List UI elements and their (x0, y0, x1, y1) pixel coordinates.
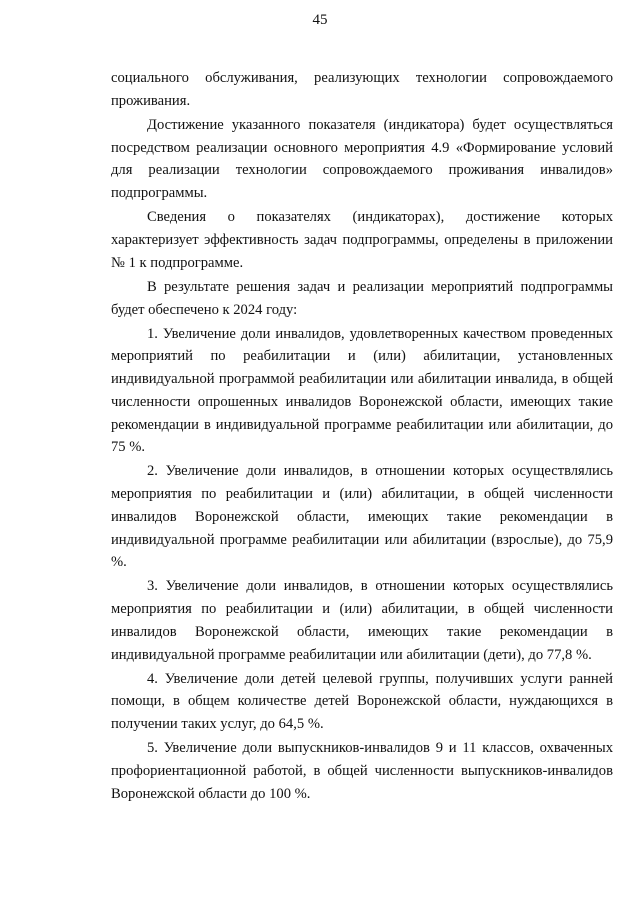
paragraph-indicator-achievement: Достижение указанного показателя (индикатора) будет осуществляться посредством реализации основного мероприятия 4.9 «Формирование условий для реализации технологии сопровождаемого проживания инвалидов» подпрограммы. (111, 116, 613, 202)
paragraph-indicators-info: Сведения о показателях (индикаторах), достижение которых характеризует эффективность задач подпрограммы, определены в приложении № 1 к подпрограмме. (111, 209, 613, 271)
document-body (111, 67, 613, 807)
paragraph-results-intro: В результате решения задач и реализации мероприятий подпрограммы будет обеспечено к 2024 году: (111, 278, 613, 318)
list-item-1: 1. Увеличение доли инвалидов, удовлетворенных качеством проведенных мероприятий по реабилитации и (или) абилитации, установленных индивидуальной программой реабилитации или абилитации инвалида, в общей численности опрошенных инвалидов Воронежской области, имеющих такие рекомендации в индивидуальной программе реабилитации или абилитации, до 75 %. (111, 325, 613, 456)
list-item-5: 5. Увеличение доли выпускников-инвалидов 9 и 11 классов, охваченных профориентационной работой, в общей численности выпускников-инвалидов Воронежской области до 100 %. (111, 740, 613, 802)
paragraph-continuation: социального обслуживания, реализующих технологии сопровождаемого проживания. (111, 70, 613, 109)
list-item-3: 3. Увеличение доли инвалидов, в отношении которых осуществлялись мероприятия по реабилитации и (или) абилитации, в общей численности инвалидов Воронежской области, имеющих такие рекомендации в индивидуальной программе реабилитации или абилитации (дети), до 77,8 %. (111, 578, 613, 663)
list-item-4: 4. Увеличение доли детей целевой группы, получивших услуги ранней помощи, в общем количестве детей Воронежской области, нуждающихся в получении таких услуг, до 64,5 %. (111, 670, 613, 733)
list-item-2: 2. Увеличение доли инвалидов, в отношении которых осуществлялись мероприятия по реабилитации и (или) абилитации, в общей численности инвалидов Воронежской области, имеющих такие рекомендации в индивидуальной программе реабилитации или абилитации (взрослые), до 75,9 %. (111, 463, 613, 571)
page-number: 45 (312, 12, 328, 28)
